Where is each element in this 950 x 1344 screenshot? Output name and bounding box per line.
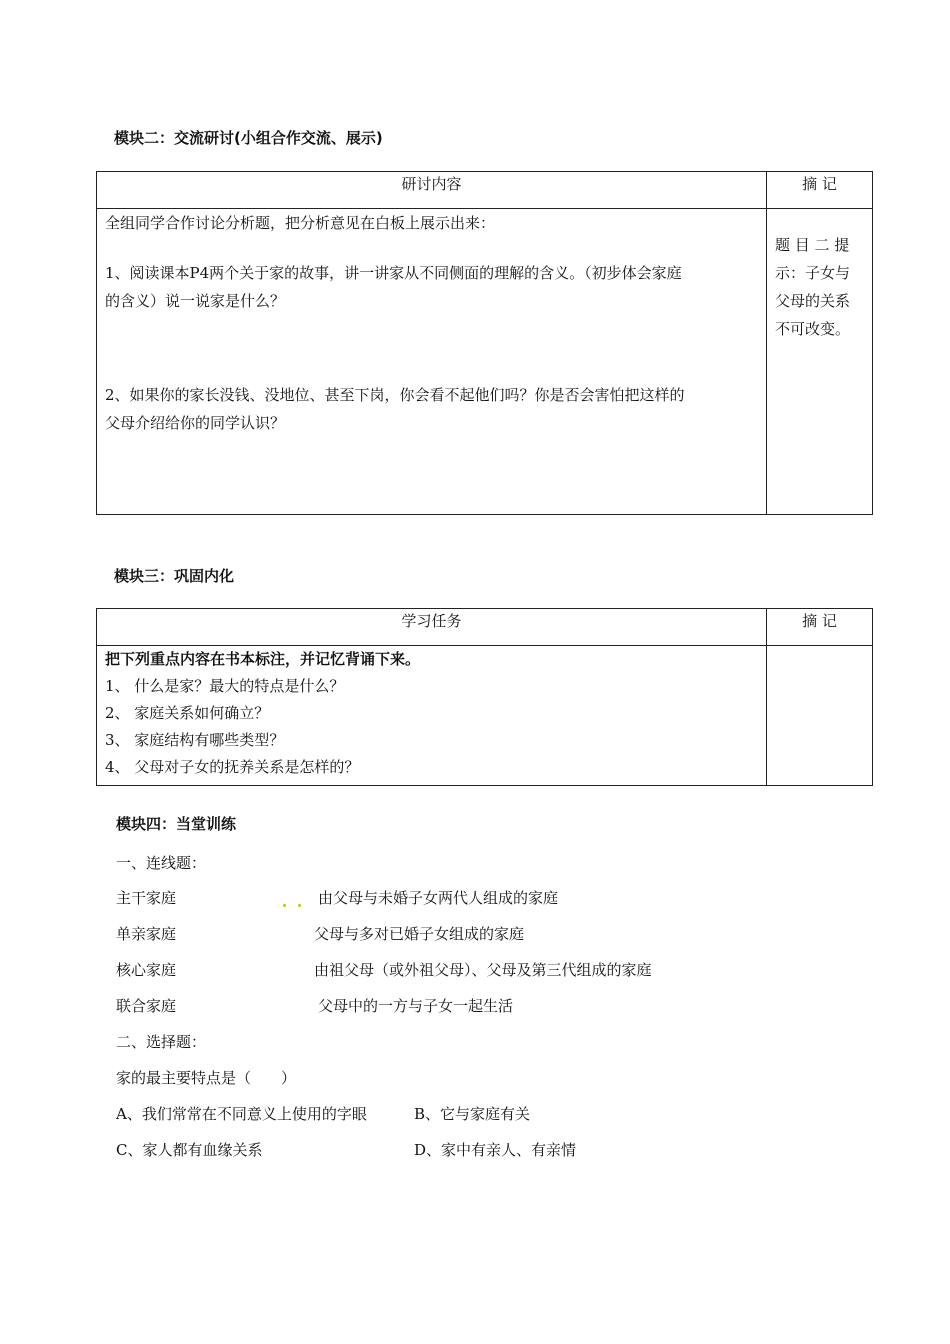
choice-option-d: D、家中有亲人、有亲情 [414,1141,577,1159]
module3-item: 3、 家庭结构有哪些类型？ [105,731,285,749]
module3-table [96,608,873,786]
choice-question: 家的最主要特点是（ ） [116,1069,297,1087]
module3-item: 4、 父母对子女的抚养关系是怎样的？ [105,758,360,776]
module2-note-line-2: 示：子女与 [775,264,851,282]
module3-heading: 模块三：巩固内化 [114,567,235,585]
module2-note-line-4: 不可改变。 [775,320,851,338]
module2-question-2-line-1: 2、如果你的家长没钱、没地位、甚至下岗，你会看不起他们吗？你是否会害怕把这样的 [105,386,685,404]
module3-notes-cell [767,646,873,786]
module2-note-line-1: 题 目 二 提 [775,236,850,254]
module2-heading: 模块二：交流研讨(小组合作交流、展示) [114,129,383,147]
module2-notes-cell [767,209,873,515]
module2-intro: 全组同学合作讨论分析题，把分析意见在白板上展示出来： [105,214,496,232]
module2-question-1-line-1: 1、阅读课本P4两个关于家的故事，讲一讲家从不同侧面的理解的含义。（初步体会家庭 [105,264,682,282]
module2-question-1-line-2: 的含义）说一说家是什么？ [105,292,286,310]
matching-left-item: 单亲家庭 [116,925,177,943]
matching-left-item: 核心家庭 [116,961,177,979]
module4-heading: 模块四：当堂训练 [116,815,237,833]
matching-right-item: 由父母与未婚子女两代人组成的家庭 [318,889,559,907]
module3-instruction: 把下列重点内容在书本标注，并记忆背诵下来。 [105,650,421,668]
matching-right-item: 由祖父母（或外祖父母）、父母及第三代组成的家庭 [314,961,652,979]
module2-note-line-3: 父母的关系 [775,292,851,310]
choice-section-title: 二、选择题： [116,1033,207,1051]
module2-question-2-line-2: 父母介绍给你的同学认识？ [105,414,286,432]
module3-task-cell [97,646,767,786]
matching-right-item: 父母与多对已婚子女组成的家庭 [314,925,525,943]
choice-option-c: C、家人都有血缘关系 [116,1141,263,1159]
module2-header-notes: 摘 记 [767,172,873,209]
choice-option-b: B、它与家庭有关 [414,1105,531,1123]
yellow-dot-mark [283,904,286,907]
module3-item: 1、 什么是家？最大的特点是什么？ [105,677,345,695]
matching-left-item: 联合家庭 [116,997,177,1015]
module2-header-content: 研讨内容 [97,172,767,209]
yellow-dot-mark [298,904,301,907]
matching-section-title: 一、连线题： [116,854,207,872]
matching-left-item: 主干家庭 [116,889,177,907]
module3-item: 2、 家庭关系如何确立？ [105,704,270,722]
module2-discussion-cell [97,209,767,515]
module2-table [96,171,873,515]
module3-header-notes: 摘 记 [767,609,873,646]
choice-option-a: A、我们常常在不同意义上使用的字眼 [116,1105,367,1123]
module3-header-content: 学习任务 [97,609,767,646]
matching-right-item: 父母中的一方与子女一起生活 [318,997,514,1015]
